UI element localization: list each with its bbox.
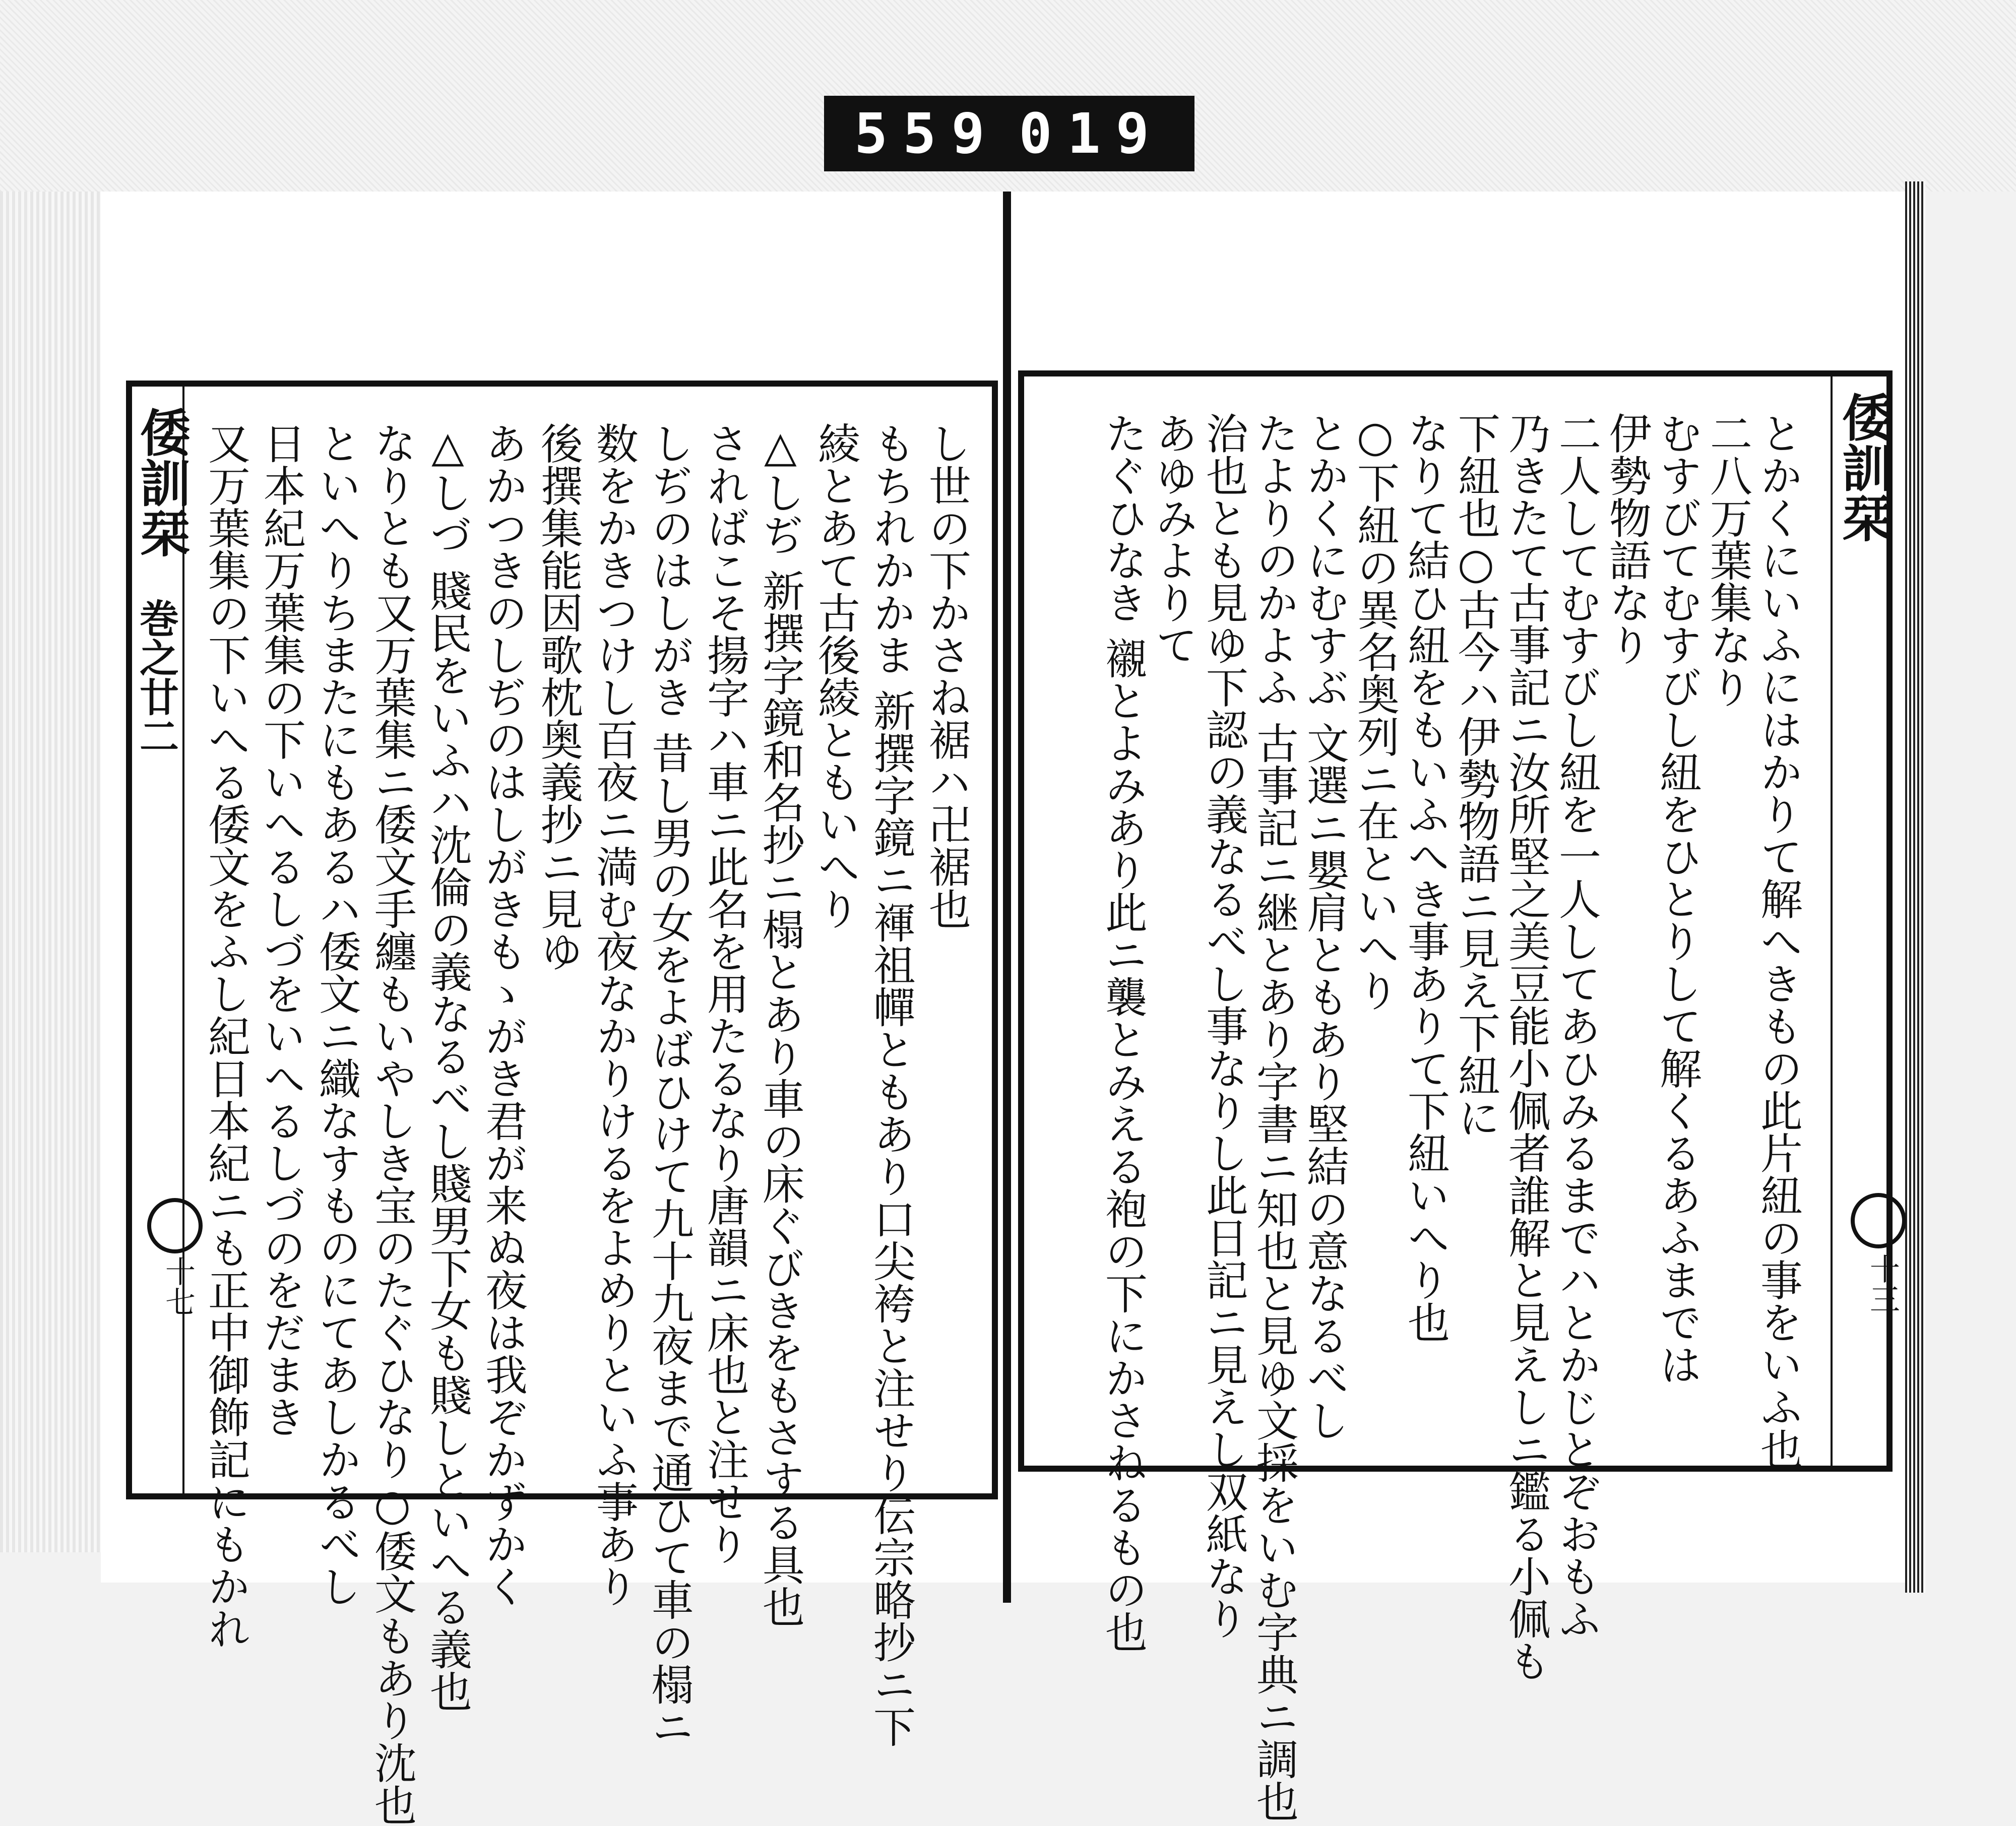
archive-label-left: 559 [854,101,1000,166]
left-text-column: 又万葉集の下いへる倭文をふし紀日本紀ニも正中御飾記にもかれ [201,422,251,1650]
left-text-column: といへりちまたにもあるハ倭文ニ織なすものにてあしかるべし [312,422,362,1607]
left-text-column: 数をかきつけし百夜ニ満む夜なかりけるをよめりといふ事あり [589,422,639,1607]
left-text-column: さればこそ揚字ハ車ニ此名を用たるなり唐韻ニ床也と注せり [700,422,750,1565]
right-text-column: 伊勢物語なり [1602,412,1652,666]
left-page-frame [126,381,998,1826]
right-page-frame [1018,370,1900,1822]
right-text-column: ○下紐の異名奥列ニ在といへり [1350,412,1400,1012]
right-gutter-rule [1831,376,1833,1466]
right-text-column: 乃きたて古事記ニ汝所堅之美豆能小佩者誰解と見えしニ鑑る小佩も [1501,412,1551,1682]
book-spine [1003,192,1011,1603]
right-gutter-folio: 十三 [1865,1253,1900,1314]
archive-label-right: 019 [1019,101,1164,166]
right-text-column: たぐひなき 襯とよみあり此ニ襲とみえる袍の下にかさねるもの也 [1098,412,1148,1653]
left-text-column: もちれかかま 新撰字鏡ニ褌祖幝ともあり口尖袴と注せり伝宗略抄ニ下 [866,422,916,1748]
right-text-column: たよりのかよふ 古事記ニ継とあり字書ニ知也と見ゆ文採をいむ字典ニ調也 [1249,412,1299,1822]
page-edges-right [1905,181,1925,1593]
right-text-column: 下紐也○古今ハ伊勢物語ニ見え下紐に [1451,412,1501,1139]
right-text-column: なりて結ひ紐をもいふへき事ありて下紐いへり也 [1401,412,1451,1343]
left-text-column: なりとも又万葉集ニ倭文手纏もいやしき宝のたぐひなり○倭文もあり沈也 [367,422,417,1826]
left-text-column: しぢのはしがき 昔し男の女をよばひけて九十九夜まで通ひて車の榻ニ [645,422,695,1748]
left-text-column: 日本紀万葉集の下いへるしづをいへるしづのをだまき [257,422,306,1438]
left-text-column: △しづ 賤民をいふハ沈倫の義なるべし賤男下女も賤しといへる義也 [423,422,473,1713]
left-text-column: △しぢ 新撰字鏡和名抄ニ榻とあり車の床ぐびきをもさする具也 [755,422,805,1628]
left-gutter-folio: 十七 [160,1256,196,1316]
right-text-column: むすびてむすびし紐をひとりして解くるあふまでは [1653,412,1703,1386]
right-gutter-title: 倭訓栞 [1834,392,1893,543]
right-text-column: 治也とも見ゆ下認の義なるべし事なりし此日記ニ見えし双紙なり [1199,412,1249,1640]
right-folio-circle [1851,1193,1906,1248]
right-text-column: あゆみよりて [1149,412,1199,666]
right-text-column: 二人してむすびし紐を一人してあひみるまでハとかじとぞおもふ [1552,412,1602,1640]
right-text-column: とかくにむすぶ 文選ニ嬰肩ともあり堅結の意なるべし [1300,412,1350,1441]
left-gutter-title: 倭訓栞 [132,407,191,558]
left-text-column: 後撰集能因歌枕奥義抄ニ見ゆ [534,422,584,972]
right-text-column: とかくにいふにはかりて解へきもの此片紐の事をいふ也 [1753,412,1803,1470]
left-gutter-volume: 巻之廿二 [133,598,179,755]
left-text-column: し世の下かさね裾ハ卍裾也 [922,422,972,930]
left-text-column: 綾とあて古後綾ともいへり [811,422,861,930]
right-text-column: 二八万葉集なり [1703,412,1753,708]
left-text-column: あかつきのしぢのはしがきもゝがき君が来ぬ夜は我ぞかずかく [478,422,528,1607]
archive-label [824,96,1194,171]
left-folio-circle [147,1198,203,1253]
